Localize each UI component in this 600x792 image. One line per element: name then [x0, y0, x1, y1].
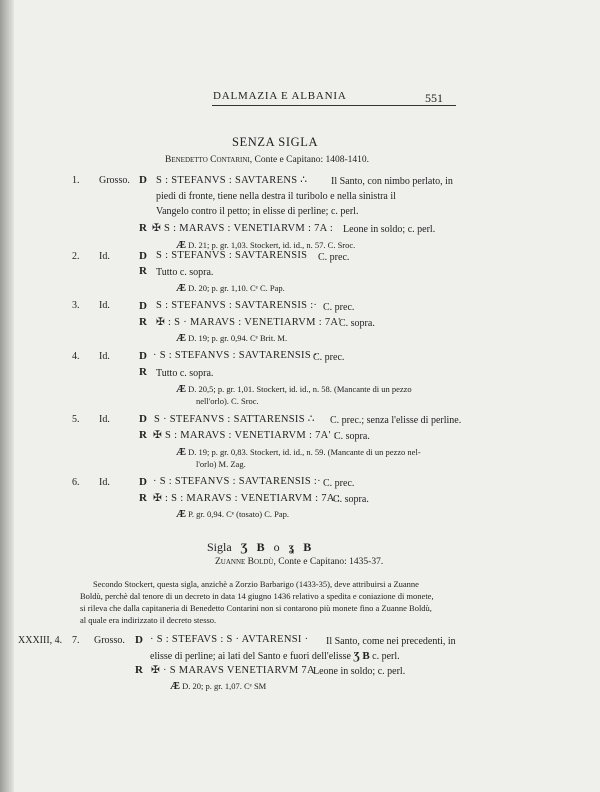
doge-name: Zuanne Boldù	[215, 557, 274, 567]
obverse-mark: D	[139, 174, 147, 186]
commentary-line: al quale era indirizzato il decreto stesso.	[80, 615, 217, 625]
metal-symbol: Æ	[176, 333, 186, 344]
obverse-mark: D	[139, 413, 147, 425]
coin-metadata	[176, 283, 285, 294]
entry-number: 6.	[72, 477, 80, 488]
entry-denomination: Id.	[99, 477, 110, 488]
entry-denomination: Grosso.	[99, 175, 130, 186]
section-title: SENZA SIGLA	[232, 135, 319, 149]
sigla-symbol: Ʒ	[353, 650, 360, 662]
metadata-text: D. 19; p. gr. 0,83. Stockert, id. id., n. 59. (Mancante di un pezzo nel-	[188, 447, 421, 457]
obverse-description: C. prec.	[318, 252, 350, 263]
entry-number: 5.	[72, 414, 80, 425]
obverse-mark: D	[139, 300, 147, 312]
obverse-mark: D	[139, 350, 147, 362]
doge-title-dates: , Conte e Capitano: 1408-1410.	[249, 155, 369, 165]
coin-metadata	[176, 333, 287, 344]
metadata-text: D. 20; p. gr. 1,07. Cᵉ SM	[182, 681, 267, 691]
sigla-symbol: ʓ	[288, 540, 295, 554]
metal-symbol: Æ	[176, 509, 186, 520]
obverse-description: C. prec.; senza l'elisse di perline.	[330, 415, 462, 426]
obverse-description: piedi di fronte, tiene nella destra il turibolo e nella sinistra il	[156, 191, 396, 202]
reverse-description: C. sopra.	[334, 431, 370, 442]
plate-reference: XXXIII, 4.	[18, 635, 63, 646]
sigla-symbol: B	[256, 540, 265, 554]
metal-symbol: Æ	[176, 283, 186, 294]
metadata-text: D. 19; p. gr. 0,94. Cᵉ Brit. M.	[188, 333, 288, 343]
obverse-mark: D	[139, 250, 147, 262]
metadata-text: D. 20; p. gr. 1,10. Cᵉ C. Pap.	[188, 283, 285, 293]
coin-metadata	[170, 681, 266, 692]
metal-symbol: Æ	[176, 384, 186, 395]
reverse-legend: ✠ S : MARAVS : VENETIARVM : 7A :	[152, 223, 334, 234]
reverse-description: C. sopra.	[333, 494, 369, 505]
reverse-description: Leone in soldo; c. perl.	[343, 224, 436, 235]
sigla-heading	[207, 540, 311, 555]
coin-metadata	[176, 509, 289, 520]
reverse-mark: R	[139, 265, 147, 277]
obverse-legend: · S : STEFANVS : SAVTARENSIS :·	[153, 476, 321, 487]
obverse-description: Il Santo, con nimbo perlato, in	[331, 176, 453, 187]
reverse-description: Tutto c. sopra.	[156, 267, 214, 278]
obverse-mark: D	[139, 476, 147, 488]
entry-number: 1.	[72, 175, 80, 186]
entry-denomination: Id.	[99, 414, 110, 425]
obverse-legend: · S : STEFANVS : SAVTARENSIS ·	[153, 350, 318, 361]
doge-heading-2	[215, 557, 383, 567]
sigla-symbol: B	[303, 540, 312, 554]
obverse-legend: S : STEFANVS : SAVTARENSIS	[156, 250, 308, 261]
entry-number: 2.	[72, 251, 80, 262]
entry-number: 3.	[72, 300, 80, 311]
reverse-description: C. sopra.	[339, 318, 375, 329]
entry-denomination: Id.	[99, 351, 110, 362]
reverse-mark: R	[139, 316, 147, 328]
metadata-text: D. 21; p. gr. 1,03. Stockert, id. id., n. 57. C. Sroc.	[188, 240, 356, 250]
reverse-description: Tutto c. sopra.	[156, 368, 214, 379]
entry-number: 7.	[72, 635, 80, 646]
reverse-legend: ✠ S : MARAVS : VENETIARVM : 7A' :	[153, 430, 337, 441]
doge-heading-1	[165, 155, 369, 165]
coin-metadata	[176, 447, 421, 458]
header-rule	[212, 105, 456, 106]
obverse-legend: S · STEFANVS : SATTARENSIS ∴	[154, 414, 315, 425]
book-binding-shadow	[0, 0, 14, 792]
metal-symbol: Æ	[170, 681, 180, 692]
reverse-legend: ✠ : S · MARAVS : VENETIARVM : 7A'	[156, 317, 341, 328]
obverse-legend: S : STEFANVS : SAVTARENSIS :·	[156, 300, 318, 311]
entry-number: 4.	[72, 351, 80, 362]
running-header: DALMAZIA E ALBANIA	[213, 90, 347, 102]
obverse-description: Il Santo, come nei precedenti, in	[326, 636, 456, 647]
metal-symbol: Æ	[176, 240, 186, 251]
metadata-text: D. 20,5; p. gr. 1,01. Stockert, id. id., n. 58. (Mancante di un pezzo	[188, 384, 412, 394]
obverse-description: C. prec.	[323, 478, 355, 489]
obverse-legend: · S : STEFAVS : S · AVTARENSI ·	[150, 634, 309, 645]
reverse-mark: R	[139, 492, 147, 504]
commentary-line: Secondo Stockert, questa sigla, anzichè a Zorzio Barbarigo (1433-35), deve attribuirsi a Zuanne	[93, 579, 419, 589]
doge-title-dates: , Conte e Capitano: 1435-37.	[273, 557, 384, 567]
reverse-mark: R	[139, 222, 147, 234]
sigla-symbol: Ʒ	[240, 540, 248, 554]
obverse-description: C. prec.	[313, 352, 345, 363]
entry-denomination: Grosso.	[94, 635, 125, 646]
commentary-line: si rileva che dalla capitaneria di Benedetto Contarini non si contarono più monete fino a Zuanne Boldù,	[80, 603, 432, 613]
entry-denomination: Id.	[99, 251, 110, 262]
reverse-mark: R	[135, 664, 143, 676]
reverse-description: Leone in soldo; c. perl.	[313, 666, 406, 677]
obverse-mark: D	[135, 634, 143, 646]
sigla-separator: o	[273, 540, 280, 554]
obverse-description: Vangelo contro il petto; in elisse di perline; c. perl.	[156, 206, 359, 217]
coin-metadata	[176, 384, 412, 395]
reverse-mark: R	[139, 366, 147, 378]
description-text: elisse di perline; ai lati del Santo e fuori dell'elisse	[150, 651, 351, 662]
commentary-line: Boldù, perchè dal tenore di un decreto in data 14 giugno 1436 relativo a spedita e coniazione di monete,	[80, 591, 434, 601]
coin-metadata-continued: nell'orlo). C. Sroc.	[196, 396, 259, 406]
sigla-label: Sigla	[207, 540, 232, 554]
description-text: c. perl.	[372, 651, 400, 662]
entry-denomination: Id.	[99, 300, 110, 311]
reverse-legend: ✠ : S : MARAVS : VENETIARVM : 7A :	[153, 493, 341, 504]
coin-metadata-continued: l'orlo) M. Zag.	[196, 459, 246, 469]
sigla-symbol: B	[362, 650, 370, 662]
obverse-description	[150, 650, 400, 662]
obverse-description: C. prec.	[323, 302, 355, 313]
reverse-legend: ✠ · S MARAVS VENETIARVM 7A	[151, 665, 315, 676]
obverse-legend: S : STEFANVS : SAVTARENS ∴	[156, 175, 308, 186]
reverse-mark: R	[139, 429, 147, 441]
metadata-text: P. gr. 0,94. Cᵉ (tosato) C. Pap.	[188, 509, 290, 519]
page-number: 551	[425, 91, 443, 105]
doge-name: Benedetto Contarini	[165, 155, 250, 165]
metal-symbol: Æ	[176, 447, 186, 458]
